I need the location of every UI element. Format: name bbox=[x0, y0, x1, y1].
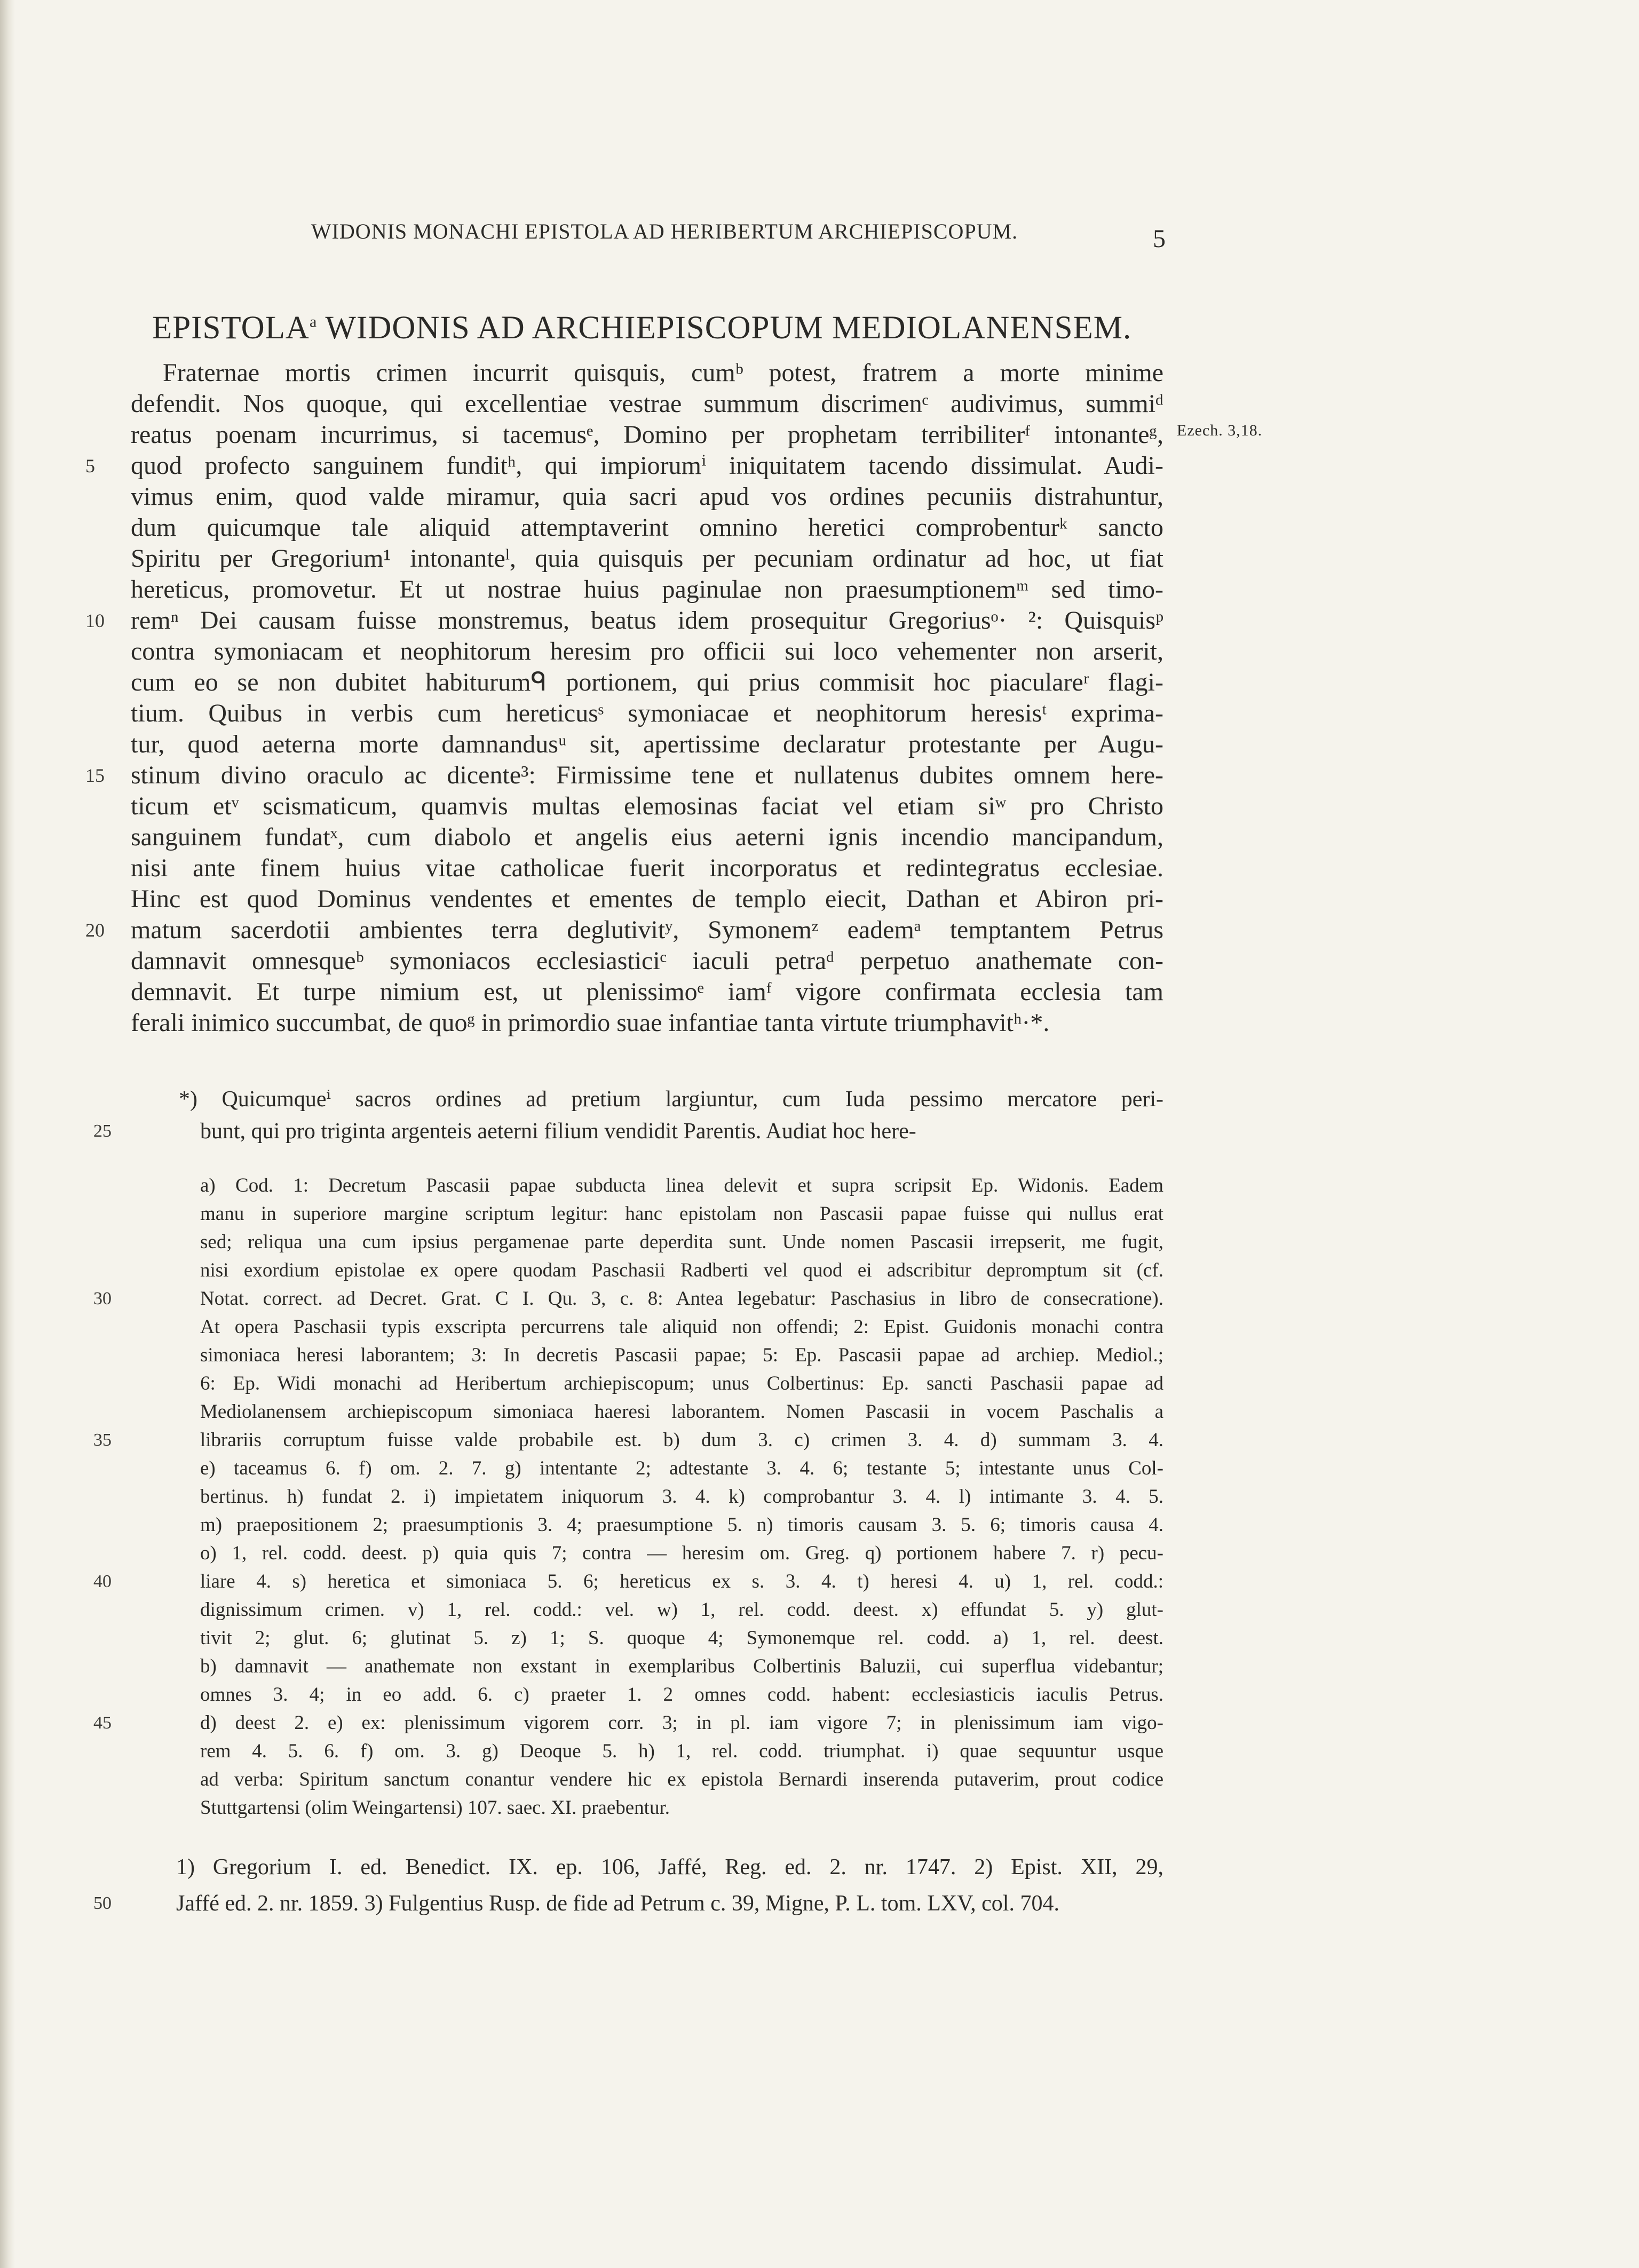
text-line bbox=[131, 946, 1163, 977]
text-line bbox=[200, 1369, 1163, 1398]
line-text: quod profecto sanguinem funditʰ, qui impiorumⁱ iniquitatem tacendo dissimulat. Audi- bbox=[131, 451, 1163, 480]
line-number: 30 bbox=[93, 1289, 112, 1309]
line-text: Spiritu per Gregorium¹ intonanteˡ, quia quisquis per pecuniam ordinatur ad hoc, ut fiat bbox=[131, 544, 1163, 573]
document-title bbox=[152, 310, 1193, 347]
line-text: nisi exordium epistolae ex opere quodam Paschasii Radberti vel quod ei adscribitur depromptum sit (cf. bbox=[200, 1259, 1163, 1281]
line-text: liare 4. s) heretica et simoniaca 5. 6; hereticus ex s. 3. 4. t) heresi 4. u) 1, rel. codd.: bbox=[200, 1571, 1163, 1592]
text-line bbox=[131, 388, 1163, 419]
line-text: Hinc est quod Dominus vendentes et ementes de templo eiecit, Dathan et Abiron pri- bbox=[131, 885, 1163, 913]
text-line bbox=[179, 1083, 1163, 1115]
line-number: 40 bbox=[93, 1572, 112, 1591]
text-line bbox=[131, 884, 1163, 915]
text-line bbox=[200, 1228, 1163, 1256]
text-line bbox=[200, 1794, 1163, 1822]
text-line bbox=[131, 698, 1163, 729]
line-text: Jaffé ed. 2. nr. 1859. 3) Fulgentius Rusp. de fide ad Petrum c. 39, Migne, P. L. tom. LXV, col. 704. bbox=[176, 1891, 1059, 1916]
line-text: tium. Quibus in verbis cum hereticusˢ symoniacae et neophitorum heresisᵗ exprima- bbox=[131, 699, 1163, 727]
line-number: 35 bbox=[93, 1430, 112, 1450]
line-text: At opera Paschasii typis exscripta percurrens tale aliquid non offendi; 2: Epist. Guidonis monachi contra bbox=[200, 1316, 1163, 1338]
line-text: nisi ante finem huius vitae catholicae fuerit incorporatus et redintegratus ecclesiae. bbox=[131, 854, 1163, 882]
line-text: cum eo se non dubitet habiturumᑫ portionem, qui prius commisit hoc piaculareʳ flagi- bbox=[131, 668, 1163, 696]
text-line bbox=[200, 1596, 1163, 1624]
text-line bbox=[200, 1200, 1163, 1228]
text-line bbox=[200, 1482, 1163, 1511]
line-text: 1) Gregorium I. ed. Benedict. IX. ep. 106, Jaffé, Reg. ed. 2. nr. 1747. 2) Epist. XII, 29, bbox=[176, 1855, 1163, 1880]
line-text: ad verba: Spiritum sanctum conantur vendere hic ex epistola Bernardi inserenda putaverim, prout codice bbox=[200, 1769, 1163, 1790]
text-line bbox=[93, 1567, 1163, 1596]
text-line bbox=[131, 1008, 1163, 1038]
text-line bbox=[131, 543, 1163, 574]
text-line bbox=[200, 1652, 1163, 1680]
line-text: sanguinem fundatˣ, cum diabolo et angelis eius aeterni ignis incendio mancipandum, bbox=[131, 823, 1163, 851]
line-text: ferali inimico succumbat, de quoᵍ in primordio suae infantiae tanta virtute triumphavitʰ·*. bbox=[131, 1009, 1050, 1037]
line-text: Fraternae mortis crimen incurrit quisquis, cumᵇ potest, fratrem a morte minime bbox=[163, 359, 1163, 387]
text-line bbox=[85, 450, 1163, 481]
line-text: manu in superiore margine scriptum legitur: hanc epistolam non Pascasii papae fuisse qui nullus erat bbox=[200, 1203, 1163, 1225]
line-number: 15 bbox=[85, 765, 105, 786]
text-line bbox=[131, 358, 1163, 388]
text-line bbox=[131, 419, 1163, 450]
title-after: WIDONIS AD ARCHIEPISCOPUM MEDIOLANENSEM. bbox=[317, 310, 1132, 346]
line-text: e) taceamus 6. f) om. 2. 7. g) intentante 2; adtestante 3. 4. 6; testante 5; intestante unus Col- bbox=[200, 1457, 1163, 1479]
book-spine-shadow bbox=[0, 0, 15, 2268]
text-line bbox=[131, 822, 1163, 853]
main-text bbox=[85, 358, 1263, 1038]
title-before: EPISTOLA bbox=[152, 310, 310, 346]
line-text: dignissimum crimen. v) 1, rel. codd.: vel. w) 1, rel. codd. deest. x) effundat 5. y) glut- bbox=[200, 1599, 1163, 1621]
line-text: Stuttgartensi (olim Weingartensi) 107. saec. XI. praebentur. bbox=[200, 1797, 670, 1819]
line-text: remⁿ Dei causam fuisse monstremus, beatus idem prosequitur Gregoriusᵒ· ²: Quisquisᵖ bbox=[131, 606, 1163, 635]
line-text: a) Cod. 1: Decretum Pascasii papae subducta linea delevit et supra scripsit Ep. Widonis. Eadem bbox=[200, 1175, 1163, 1196]
line-number: 20 bbox=[85, 919, 105, 941]
text-line bbox=[131, 729, 1163, 760]
text-line bbox=[131, 853, 1163, 884]
text-line bbox=[200, 1454, 1163, 1482]
line-text: matum sacerdotii ambientes terra deglutivitʸ, Symonemᶻ eademᵃ temptantem Petrus bbox=[131, 916, 1163, 944]
line-text: demnavit. Et turpe nimium est, ut plenissimoᵉ iamᶠ vigore confirmata ecclesia tam bbox=[131, 978, 1163, 1006]
text-line bbox=[200, 1765, 1163, 1794]
line-number: 5 bbox=[85, 455, 95, 477]
text-line bbox=[200, 1680, 1163, 1709]
text-line bbox=[131, 977, 1163, 1008]
page-number: 5 bbox=[1153, 225, 1166, 253]
text-line bbox=[93, 1426, 1163, 1454]
line-text: defendit. Nos quoque, qui excellentiae vestrae summum discrimenᶜ audivimus, summiᵈ bbox=[131, 390, 1163, 418]
text-line bbox=[200, 1539, 1163, 1567]
line-text: d) deest 2. e) ex: plenissimum vigorem corr. 3; in pl. iam vigore 7; in plenissimum iam vigo- bbox=[200, 1712, 1163, 1734]
critical-apparatus bbox=[93, 1171, 1163, 1822]
text-line bbox=[200, 1737, 1163, 1765]
text-line bbox=[200, 1624, 1163, 1652]
line-text: bertinus. h) fundat 2. i) impietatem iniquorum 3. 4. k) comprobantur 3. 4. l) intimante 3. 4. 5. bbox=[200, 1486, 1163, 1508]
line-number: 10 bbox=[85, 610, 105, 631]
line-text: o) 1, rel. codd. deest. p) quia quis 7; contra — heresim om. Greg. q) portionem habere 7. r) pecu- bbox=[200, 1542, 1163, 1564]
line-text: tur, quod aeterna morte damnandusᵘ sit, apertissime declaratur protestante per Augu- bbox=[131, 730, 1163, 758]
text-line bbox=[200, 1256, 1163, 1284]
line-text: Mediolanensem archiepiscopum simoniaca haeresi laborantem. Nomen Pascasii in vocem Paschalis a bbox=[200, 1401, 1163, 1423]
running-head: WIDONIS MONACHI EPISTOLA AD HERIBERTUM ARCHIEPISCOPUM. bbox=[311, 219, 1018, 243]
line-text: Notat. correct. ad Decret. Grat. C I. Qu. 3, c. 8: Antea legebatur: Paschasius in libro de consecratione). bbox=[200, 1288, 1163, 1310]
line-text: simoniaca heresi laborantem; 3: In decretis Pascasii papae; 5: Ep. Pascasii papae ad archiep. Mediol.; bbox=[200, 1344, 1163, 1366]
line-text: librariis corruptum fuisse valde probabile est. b) dum 3. c) crimen 3. 4. d) summam 3. 4. bbox=[200, 1429, 1163, 1451]
title-footnote-mark: a bbox=[309, 313, 318, 331]
line-text: contra symoniacam et neophitorum heresim pro officii sui loco vehementer non arserit, bbox=[131, 637, 1163, 665]
text-line bbox=[131, 481, 1163, 512]
line-text: 6: Ep. Widi monachi ad Heribertum archiepiscopum; unus Colbertinus: Ep. sancti Paschasii papae ad bbox=[200, 1373, 1163, 1394]
line-text: stinum divino oraculo ac dicente³: Firmissime tene et nullatenus dubites omnem here- bbox=[131, 761, 1163, 789]
text-line bbox=[131, 574, 1163, 605]
text-line bbox=[200, 1341, 1163, 1369]
line-text: bunt, qui pro triginta argenteis aeterni filium vendidit Parentis. Audiat hoc here- bbox=[200, 1119, 916, 1144]
text-line bbox=[176, 1849, 1163, 1885]
line-text: tivit 2; glut. 6; glutinat 5. z) 1; S. quoque 4; Symonemque rel. codd. a) 1, rel. deest. bbox=[200, 1627, 1163, 1649]
text-line bbox=[85, 605, 1163, 636]
source-footnotes bbox=[93, 1849, 1163, 1922]
line-number: 25 bbox=[93, 1121, 112, 1141]
text-line bbox=[93, 1284, 1163, 1313]
line-text: sed; reliqua una cum ipsius pergamenae parte deperdita sunt. Unde nomen Pascasii irrepserit, me fugit, bbox=[200, 1231, 1163, 1253]
line-text: hereticus, promovetur. Et ut nostrae huius paginulae non praesumptionemᵐ sed timo- bbox=[131, 575, 1163, 604]
line-text: rem 4. 5. 6. f) om. 3. g) Deoque 5. h) 1, rel. codd. triumphat. i) quae sequuntur usque bbox=[200, 1740, 1163, 1762]
text-line bbox=[200, 1511, 1163, 1539]
text-line bbox=[93, 1709, 1163, 1737]
star-footnote bbox=[93, 1083, 1163, 1147]
text-line bbox=[131, 791, 1163, 822]
text-line bbox=[200, 1313, 1163, 1341]
line-number: 50 bbox=[93, 1893, 112, 1913]
text-line bbox=[131, 512, 1163, 543]
line-text: vimus enim, quod valde miramur, quia sacri apud vos ordines pecuniis distrahuntur, bbox=[131, 482, 1163, 511]
text-line bbox=[200, 1398, 1163, 1426]
line-text: m) praepositionem 2; praesumptionis 3. 4; praesumptione 5. n) timoris causam 3. 5. 6; timoris causa 4. bbox=[200, 1514, 1163, 1536]
line-text: reatus poenam incurrimus, si tacemusᵉ, Domino per prophetam terribiliterᶠ intonanteᵍ, bbox=[131, 421, 1163, 449]
line-number: 45 bbox=[93, 1713, 112, 1733]
line-text: damnavit omnesqueᵇ symoniacos ecclesiasticiᶜ iaculi petraᵈ perpetuo anathemate con- bbox=[131, 947, 1163, 975]
text-line bbox=[200, 1171, 1163, 1200]
line-text: dum quicumque tale aliquid attemptaverint omnino heretici comprobenturᵏ sancto bbox=[131, 513, 1163, 542]
margin-reference: Ezech. 3,18. bbox=[1177, 422, 1263, 439]
line-text: ticum etᵛ scismaticum, quamvis multas elemosinas faciat vel etiam siʷ pro Christo bbox=[131, 792, 1163, 820]
text-line bbox=[85, 760, 1163, 791]
text-line bbox=[85, 915, 1163, 946]
line-text: omnes 3. 4; in eo add. 6. c) praeter 1. 2 omnes codd. habent: ecclesiasticis iaculis Petrus. bbox=[200, 1684, 1163, 1706]
text-line bbox=[131, 667, 1163, 698]
text-line bbox=[131, 636, 1163, 667]
line-text: b) damnavit — anathemate non exstant in exemplaribus Colbertinis Baluzii, cui superflua videbantur; bbox=[200, 1655, 1163, 1677]
line-text: *) Quicumqueⁱ sacros ordines ad pretium largiuntur, cum Iuda pessimo mercatore peri- bbox=[179, 1087, 1163, 1112]
text-line bbox=[93, 1115, 1163, 1147]
text-line bbox=[93, 1885, 1163, 1922]
